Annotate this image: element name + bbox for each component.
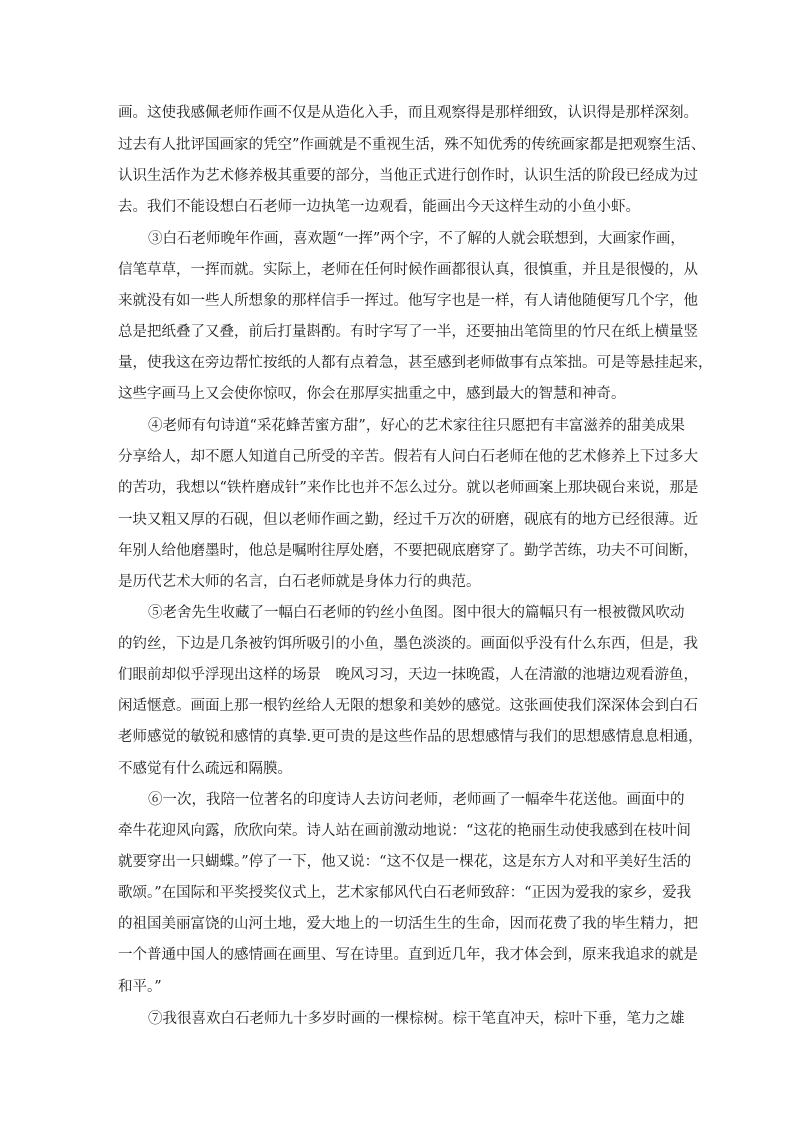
text-line: 年别人给他磨墨时，他总是嘱咐往厚处磨，不要把砚底磨穿了。勤学苦练，功夫不可间断， <box>118 543 698 559</box>
text-line: 是历代艺术大师的名言，白石老师就是身体力行的典范。 <box>118 574 481 590</box>
text-line: 们眼前却似乎浮现出这样的场景 晚风习习，天边一抹晚霞，人在清澈的池塘边观看游鱼， <box>118 667 698 683</box>
paragraph-7-first-line: ⑦我很喜欢白石老师九十多岁时画的一棵棕树。棕干笔直冲天，棕叶下垂，笔力之雄 <box>148 1011 685 1027</box>
text-line: 的钓丝，下边是几条被钓饵所吸引的小鱼，墨色淡淡的。画面似乎没有什么东西，但是，我 <box>118 636 698 652</box>
text-line: 老师感觉的敏锐和感情的真挚.更可贵的是这些作品的思想感情与我们的思想感情息息相通， <box>118 729 703 745</box>
text-line: 总是把纸叠了又叠，前后打量斟酌。有时字写了一半，还要抽出笔筒里的竹尺在纸上横量竖 <box>118 324 698 340</box>
paragraph-3-first-line: ③白石老师晚年作画，喜欢题“一挥”两个字，不了解的人就会联想到，大画家作画， <box>148 231 685 247</box>
text-line: 分享给人，却不愿人知道自己所受的辛苦。假若有人问白石老师在他的艺术修养上下过多大 <box>118 449 698 465</box>
text-line: 闲适惬意。画面上那一根钓丝给人无限的想象和美妙的感觉。这张画使我们深深体会到白石 <box>118 698 698 714</box>
paragraph-6-first-line: ⑥一次，我陪一位著名的印度诗人去访问老师，老师画了一幅牵牛花送他。画面中的 <box>148 792 685 808</box>
text-line: 认识生活作为艺术修养极其重要的部分，当他正式进行创作时，认识生活的阶段已经成为过 <box>118 168 698 184</box>
text-line: 这些字画马上又会使你惊叹，你会在那厚实拙重之中，感到最大的智慧和神奇。 <box>118 386 626 402</box>
text-line: 的苦功，我想以“铁杵磨成针”来作比也并不怎么过分。就以老师画案上那块砚台来说，那是 <box>118 480 699 496</box>
text-line: 量，使我这在旁边帮忙按纸的人都有点着急，甚至感到老师做事有点笨拙。可是等悬挂起来， <box>118 355 713 371</box>
text-line: 一块又粗又厚的石砚，但以老师作画之勤，经过千万次的研磨，砚底有的地方已经很薄。近 <box>118 512 698 528</box>
text-line: 就要穿出一只蝴蝶。”停了一下，他又说：“这不仅是一棵花，这是东方人对和平美好生活的 <box>118 854 692 870</box>
text-line: 过去有人批评国画家的凭空”作画就是不重视生活，殊不知优秀的传统画家都是把观察生活、 <box>118 137 706 153</box>
text-line: 牵牛花迎风向露，欣欣向荣。诗人站在画前激动地说：“这花的艳丽生动使我感到在枝叶间 <box>118 823 691 839</box>
text-line: 画。这使我感佩老师作画不仅是从造化入手，而且观察得是那样细致，认识得是那样深刻。 <box>118 105 698 121</box>
text-line: 来就没有如一些人所想象的那样信手一挥过。他写字也是一样，有人请他随便写几个字，他 <box>118 293 698 309</box>
text-line: 一个普通中国人的感情画在画里、写在诗里。直到近几年，我才体会到，原来我追求的就是 <box>118 947 698 963</box>
text-line: 的祖国美丽富饶的山河土地，爱大地上的一切活生生的生命，因而花费了我的毕生精力，把 <box>118 916 698 932</box>
text-line: 不感觉有什么疏远和隔膜。 <box>118 761 292 777</box>
paragraph-4-first-line: ④老师有句诗道“采花蜂苦蜜方甜”，好心的艺术家往往只愿把有丰富滋养的甜美成果 <box>148 418 685 434</box>
text-line: 歌颂。”在国际和平奖授奖仪式上，艺术家郁风代白石老师致辞：“正因为爱我的家乡，爱我 <box>118 885 692 901</box>
paragraph-5-first-line: ⑤老舍先生收藏了一幅白石老师的钓丝小鱼图。图中很大的篇幅只有一根被微风吹动 <box>148 605 685 621</box>
text-line: 和平。” <box>118 979 162 995</box>
text-line: 去。我们不能设想白石老师一边执笔一边观看，能画出今天这样生动的小鱼小虾。 <box>118 199 640 215</box>
text-line: 信笔草草，一挥而就。实际上，老师在任何时候作画都很认真，很慎重，并且是很慢的，从 <box>118 262 698 278</box>
